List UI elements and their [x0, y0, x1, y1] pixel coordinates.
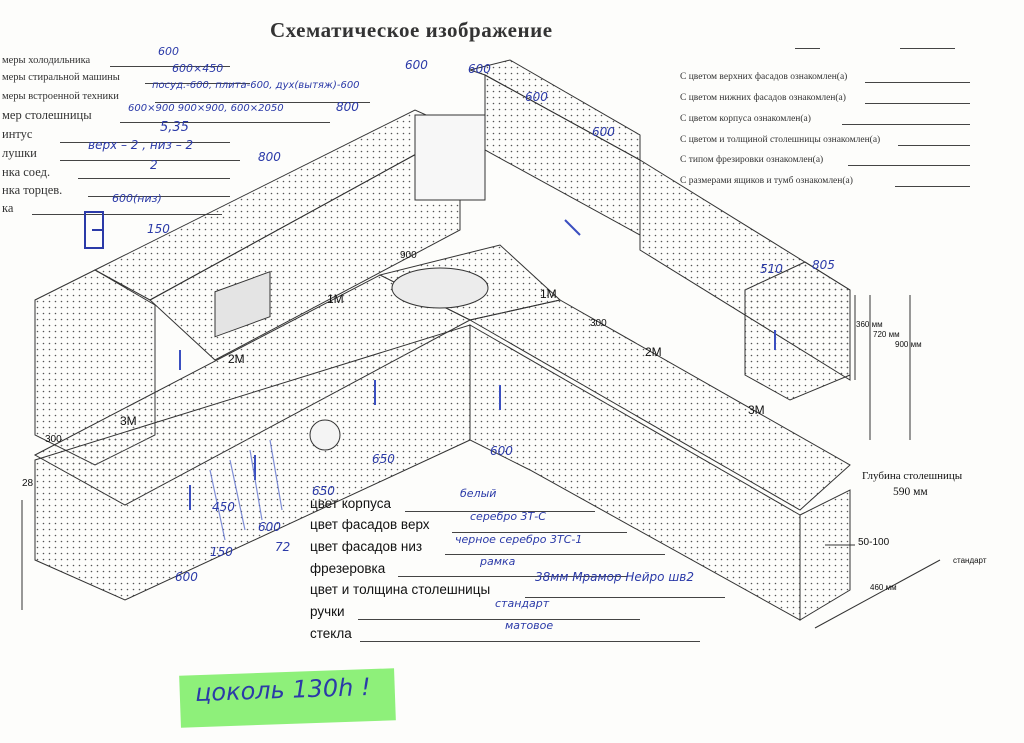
hw-150: 150 — [147, 222, 170, 236]
bottom-label-glass: стекла — [310, 626, 352, 641]
hw-450: 450 — [212, 500, 235, 514]
bottom-value-handles: стандарт — [495, 597, 550, 610]
field-label-joint-strip: нка соед. — [2, 165, 51, 179]
field-value-fridge: 600 — [158, 45, 179, 58]
bottom-label-lower-color: цвет фасадов низ — [310, 539, 423, 554]
field-value-joint-strip: 2 — [150, 158, 158, 172]
field-label-washer: меры стиральной машины — [2, 72, 120, 83]
hw-600-e: 600 — [490, 444, 513, 458]
hw-650-b: 650 — [312, 484, 335, 498]
check-line-drawers: С размерами ящиков и тумб ознакомлен(а) — [680, 176, 853, 186]
field-label-builtin: меры встроенной техники — [2, 91, 119, 102]
dim-300: 300 — [590, 318, 607, 329]
window-frame — [415, 115, 485, 200]
hw-600-d: 600 — [592, 125, 615, 139]
dim-360: 360 мм — [856, 320, 883, 329]
hw-800-a: 800 — [336, 100, 359, 114]
bottom-label-body-color: цвет корпуса — [310, 496, 391, 511]
check-line-upper: С цветом верхних фасадов ознакомлен(а) — [680, 72, 848, 82]
bottom-value-lower-color: черное серебро 3ТС-1 — [455, 533, 583, 546]
field-value-plinth: 5,35 — [160, 120, 189, 135]
dim-3m-right: 3М — [748, 403, 765, 417]
bottom-value-body-color: белый — [460, 487, 497, 500]
field-label-caps: лушки — [2, 146, 37, 160]
hw-600-f: 600 — [258, 520, 281, 534]
dim-1m-left: 1М — [327, 292, 344, 306]
bottom-label-milling: фрезеровка — [310, 561, 386, 576]
bottom-value-milling: рамка — [480, 555, 516, 568]
hw-600-a: 600 — [405, 58, 428, 72]
depth-label: Глубина столешницы — [862, 470, 963, 482]
bottom-label-handles: ручки — [310, 604, 345, 619]
dim-300-left: 300 — [45, 434, 62, 445]
check-line-lower: С цветом нижних фасадов ознакомлен(а) — [680, 93, 846, 103]
hw-150-b: 150 — [210, 545, 233, 559]
check-line-countertop: С цветом и толщиной столешницы ознакомлен(а) — [680, 135, 881, 145]
field-value-caps: верх – 2 , низ – 2 — [88, 138, 194, 152]
field-line — [445, 554, 665, 555]
hw-600-c: 600 — [525, 90, 548, 104]
bottom-value-glass: матовое — [505, 619, 554, 632]
hw-600-b: 600 — [468, 62, 491, 76]
dim-28: 28 — [22, 478, 34, 489]
dim-900: 900 — [400, 250, 417, 261]
hw-72: 72 — [275, 540, 291, 554]
check-line-body: С цветом корпуса ознакомлен(а) — [680, 114, 811, 124]
hw-650-a: 650 — [372, 452, 395, 466]
field-label-end-strip: нка торцев. — [2, 183, 63, 197]
bottom-label-countertop: цвет и толщина столешницы — [310, 582, 491, 597]
field-line — [360, 641, 700, 642]
dim-2m-left: 2М — [228, 352, 245, 366]
dim-50-100: 50-100 — [858, 537, 890, 548]
field-label-countertop: мер столешницы — [2, 108, 92, 122]
field-line — [358, 619, 640, 620]
hw-600-g: 600 — [175, 570, 198, 584]
field-line — [525, 597, 725, 598]
field-value-washer: 600×450 — [172, 62, 224, 75]
dim-standart: стандарт — [953, 556, 987, 565]
depth-value: 590 мм — [893, 486, 928, 498]
field-value-builtin: посуд.-600, плита-600, дух(вытяж)-600 — [152, 80, 360, 91]
page-title: Схематическое изображение — [270, 18, 553, 42]
washer-door — [310, 420, 340, 450]
field-label-fridge: меры холодильника — [2, 55, 91, 66]
dim-460: 460 мм — [870, 583, 897, 592]
base-end-panel — [800, 490, 850, 620]
bottom-label-upper-color: цвет фасадов верх — [310, 517, 430, 532]
hw-510: 510 — [760, 262, 783, 276]
field-value-last: 600(низ) — [112, 192, 162, 205]
field-value-countertop: 600×900 900×900, 600×2050 — [128, 103, 284, 114]
field-label-last: ка — [2, 201, 14, 215]
bottom-value-upper-color: серебро 3Т-С — [470, 510, 546, 523]
hw-800-b: 800 — [258, 150, 281, 164]
sink — [392, 268, 488, 308]
plinth-note: цоколь 130h ! — [194, 672, 372, 708]
dim-720: 720 мм — [873, 330, 900, 339]
dim-2m-right: 2М — [645, 345, 662, 359]
dim-3m-left: 3М — [120, 414, 137, 428]
field-label-plinth: интус — [2, 127, 33, 141]
bottom-value-countertop: 38мм Мрамор Нейро шв2 — [535, 570, 695, 584]
hw-805: 805 — [812, 258, 835, 272]
dim-1m-right: 1М — [540, 287, 557, 301]
dim-900mm: 900 мм — [895, 340, 922, 349]
check-line-milling: С типом фрезировки ознакомлен(а) — [680, 155, 824, 165]
